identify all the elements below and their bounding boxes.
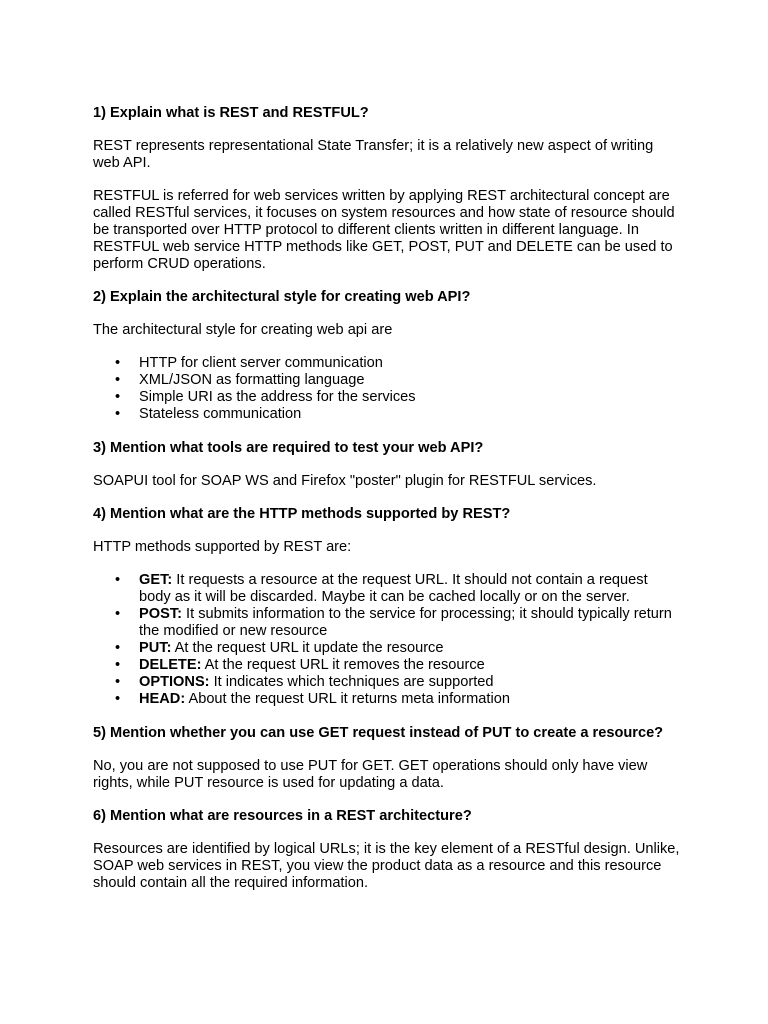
bullet-icon: • — [115, 372, 121, 388]
list-item: • Stateless communication — [115, 406, 302, 422]
bullet-icon: • — [115, 674, 121, 690]
method-description: It indicates which techniques are supported — [209, 674, 494, 690]
method-description: At the request URL it removes the resource — [201, 657, 485, 673]
bullet-icon: • — [115, 406, 121, 422]
architectural-style-list — [93, 355, 683, 423]
answer-4-intro: HTTP methods supported by REST are: — [93, 539, 352, 555]
document-page — [93, 105, 683, 908]
bullet-icon: • — [115, 640, 121, 656]
question-6-heading: 6) Mention what are resources in a REST architecture? — [93, 808, 472, 824]
list-item: • XML/JSON as formatting language — [115, 372, 365, 388]
bullet-icon: • — [115, 606, 121, 622]
answer-3-paragraph: SOAPUI tool for SOAP WS and Firefox "poster" plugin for RESTFUL services. — [93, 473, 597, 489]
question-2-heading: 2) Explain the architectural style for creating web API? — [93, 289, 471, 305]
list-item: • HTTP for client server communication — [115, 355, 383, 371]
answer-6-paragraph: Resources are identified by logical URLs; it is the key element of a RESTful design. Unlike, SOAP web services in REST, you view the product data as a resource and this resource should contain all the required information. — [93, 841, 680, 891]
bullet-icon: • — [115, 572, 121, 588]
list-item — [115, 572, 683, 606]
method-name: HEAD: — [139, 691, 186, 707]
bullet-icon: • — [115, 389, 121, 405]
list-item — [115, 640, 683, 657]
list-item — [115, 657, 683, 674]
list-item — [115, 606, 683, 640]
question-1-heading: 1) Explain what is REST and RESTFUL? — [93, 105, 369, 121]
question-5-heading: 5) Mention whether you can use GET request instead of PUT to create a resource? — [93, 725, 664, 741]
method-description: It requests a resource at the request URL. It should not contain a request body as it will be discarded. Maybe it can be cached locally or on the server. — [139, 572, 648, 605]
answer-5-paragraph: No, you are not supposed to use PUT for GET. GET operations should only have view rights, while PUT resource is used for updating a data. — [93, 758, 648, 791]
answer-2-intro: The architectural style for creating web api are — [93, 322, 393, 338]
bullet-icon: • — [115, 691, 121, 707]
method-name: OPTIONS: — [139, 674, 210, 690]
method-name: POST: — [139, 606, 182, 622]
method-name: PUT: — [139, 640, 172, 656]
method-description: At the request URL it update the resource — [171, 640, 444, 656]
bullet-icon: • — [115, 355, 121, 371]
method-description: About the request URL it returns meta information — [185, 691, 510, 707]
answer-1-paragraph-1: REST represents representational State Transfer; it is a relatively new aspect of writing web API. — [93, 138, 654, 171]
bullet-icon: • — [115, 657, 121, 673]
http-methods-list — [93, 572, 683, 708]
list-item — [115, 674, 683, 691]
method-name: GET: — [139, 572, 173, 588]
list-item — [115, 691, 683, 708]
answer-1-paragraph-2: RESTFUL is referred for web services written by applying REST architectural concept are called RESTful services, it focuses on system resources and how state of resource should be transported over HTTP protocol to different clients written in different language. In RESTFUL web service HTTP methods like GET, POST, PUT and DELETE can be used to perform CRUD operations. — [93, 188, 675, 272]
question-3-heading: 3) Mention what tools are required to test your web API? — [93, 440, 484, 456]
method-description: It submits information to the service for processing; it should typically return the modified or new resource — [139, 606, 672, 639]
list-item: • Simple URI as the address for the services — [115, 389, 416, 405]
question-4-heading: 4) Mention what are the HTTP methods supported by REST? — [93, 506, 511, 522]
method-name: DELETE: — [139, 657, 202, 673]
